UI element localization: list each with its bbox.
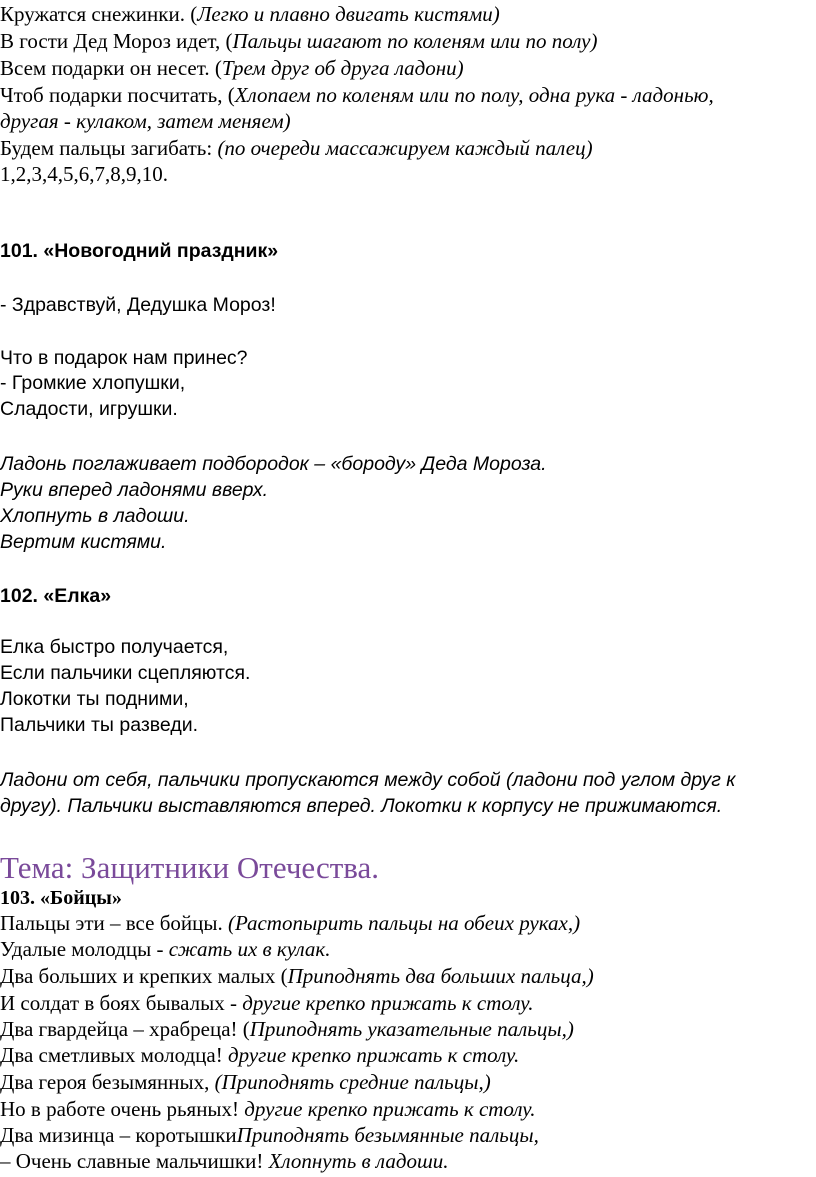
verse-line: - Здравствуй, Дедушка Мороз! bbox=[0, 294, 276, 316]
verse-line: Если пальчики сцепляются. bbox=[0, 662, 251, 684]
poem-line: 1,2,3,4,5,6,7,8,9,10. bbox=[0, 162, 168, 186]
section-title: 102. «Елка» bbox=[0, 585, 112, 607]
poem-line: Пальцы эти – все бойцы. (Растопырить пальцы на обеих руках,) bbox=[0, 911, 581, 935]
verse-line: - Громкие хлопушки, bbox=[0, 372, 186, 394]
topic-heading: Тема: Защитники Отечества. bbox=[0, 850, 380, 885]
verse-line: Елка быстро получается, bbox=[0, 636, 229, 658]
instruction-line: Вертим кистями. bbox=[0, 531, 167, 553]
poem-line: Два гвардейца – храбреца! (Приподнять указательные пальцы,) bbox=[0, 1017, 574, 1041]
poem-line: И солдат в боях бывалых - другие крепко прижать к столу. bbox=[0, 991, 534, 1015]
verse-line: Локотки ты подними, bbox=[0, 688, 189, 710]
instruction-line: Ладони от себя, пальчики пропускаются между собой (ладони под углом друг к bbox=[0, 769, 736, 791]
instruction-line: Хлопнуть в ладоши. bbox=[0, 505, 190, 527]
verse-line: Пальчики ты разведи. bbox=[0, 714, 199, 736]
section-title: 101. «Новогодний праздник» bbox=[0, 240, 279, 262]
poem-line: В гости Дед Мороз идет, (Пальцы шагают по коленям или по полу) bbox=[0, 29, 598, 53]
poem-line: Два больших и крепких малых (Приподнять два больших пальца,) bbox=[0, 964, 594, 988]
poem-line: Два сметливых молодца! другие крепко прижать к столу. bbox=[0, 1043, 520, 1067]
poem-line: Два мизинца – коротышкиПриподнять безымянные пальцы, bbox=[0, 1123, 539, 1147]
poem-line: другая - кулаком, затем меняем) bbox=[0, 109, 291, 133]
poem-line: Кружатся снежинки. (Легко и плавно двигать кистями) bbox=[0, 2, 500, 26]
instruction-line: другу). Пальчики выставляются вперед. Локотки к корпусу не прижимаются. bbox=[0, 795, 723, 817]
poem-line: – Очень славные мальчишки! Хлопнуть в ладоши. bbox=[0, 1149, 449, 1173]
poem-line: Будем пальцы загибать: (по очереди массажируем каждый палец) bbox=[0, 136, 593, 160]
verse-line: Что в подарок нам принес? bbox=[0, 347, 248, 369]
poem-line: Два героя безымянных, (Приподнять средние пальцы,) bbox=[0, 1070, 491, 1094]
instruction-line: Ладонь поглаживает подбородок – «бороду» Деда Мороза. bbox=[0, 453, 547, 475]
verse-line: Сладости, игрушки. bbox=[0, 398, 178, 420]
poem-line: Чтоб подарки посчитать, (Хлопаем по коленям или по полу, одна рука - ладонью, bbox=[0, 83, 714, 107]
poem-line: Всем подарки он несет. (Трем друг об друга ладони) bbox=[0, 56, 464, 80]
poem-line: Удалые молодцы - сжать их в кулак. bbox=[0, 937, 331, 961]
section-title: 103. «Бойцы» bbox=[0, 887, 122, 909]
poem-line: Но в работе очень рьяных! другие крепко прижать к столу. bbox=[0, 1097, 536, 1121]
instruction-line: Руки вперед ладонями вверх. bbox=[0, 479, 269, 501]
